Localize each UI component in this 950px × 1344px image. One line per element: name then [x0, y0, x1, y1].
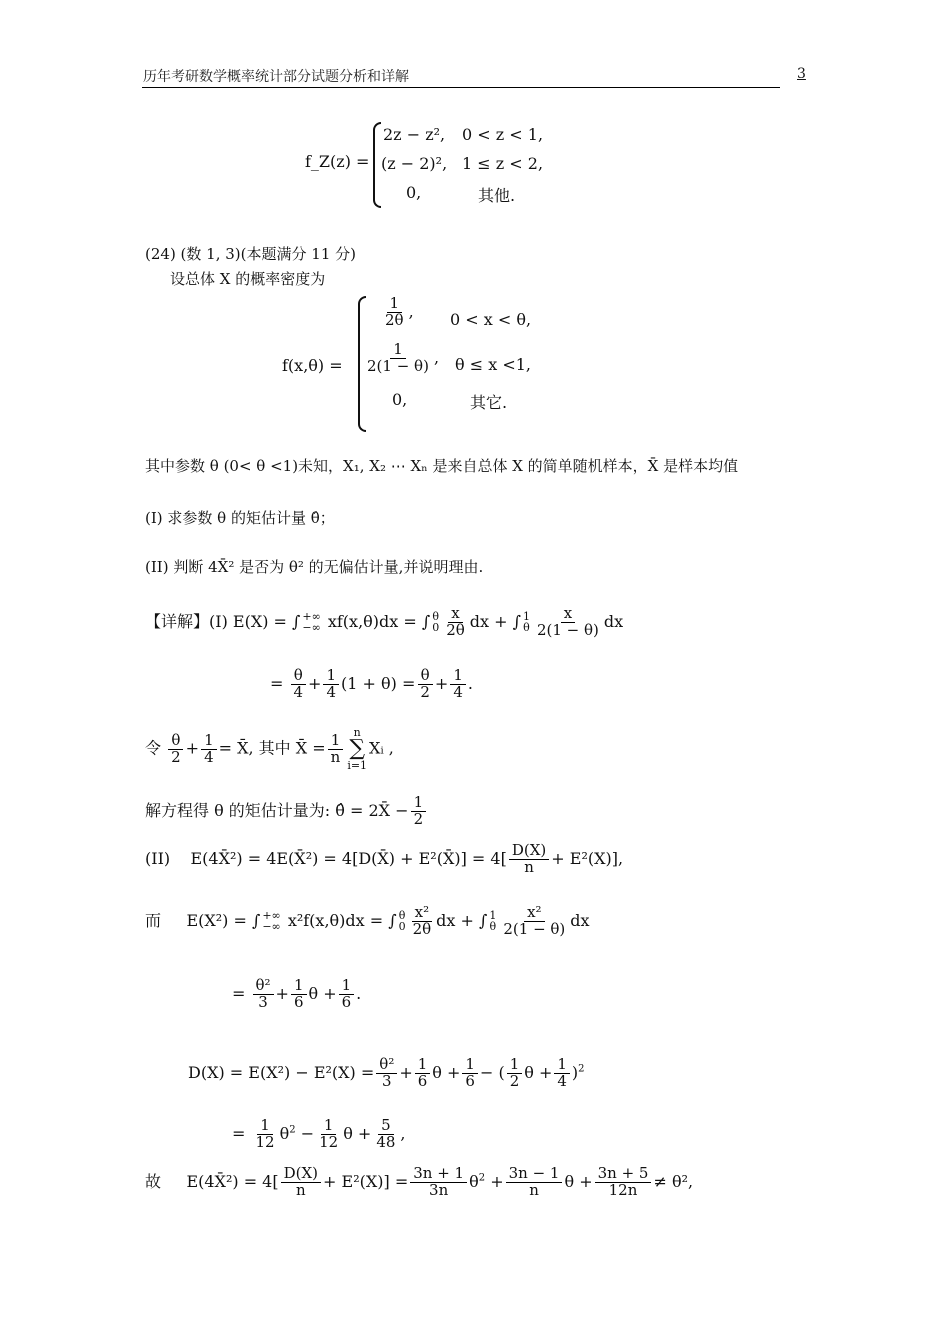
sol8-e-den: 4 — [557, 1071, 567, 1090]
sol8-b-den: 6 — [417, 1071, 428, 1090]
sol5-num: D(X) — [509, 843, 549, 860]
sol4-num: 1 — [411, 795, 427, 812]
sol5-label: (II) — [145, 848, 171, 868]
sol8-a-den: 3 — [382, 1071, 392, 1090]
sol7-a-num: θ² — [253, 978, 274, 995]
sol6-f1-den: 2θ — [412, 919, 432, 938]
sol1-f1-num: x — [448, 606, 462, 623]
sol1-lim2-lo: 0 — [432, 621, 440, 635]
sol3-sum-up: n — [353, 726, 361, 739]
sol10-lhs: E(4X̄²) = 4[ — [186, 1171, 279, 1191]
sol10-label: 故 — [145, 1171, 162, 1191]
sol10-a-num: D(X) — [281, 1166, 321, 1183]
fz-case2-expr: (z − 2)², — [381, 154, 448, 173]
sol6-f2-num: x² — [524, 905, 544, 922]
solution-line-2: = $\frac{\theta}{4}$ + $\frac{1}{4}$ (1 + θ) = $\frac{\theta}{2}$ + $\frac{1}{4}$ . — [270, 666, 473, 701]
sol1-mid: xf(x,θ)dx = ∫ — [322, 611, 431, 631]
sol10-a-den: n — [295, 1180, 306, 1199]
sol9-c-num: 5 — [378, 1118, 394, 1135]
density-c1-num: 1 — [387, 296, 403, 313]
sol6-lim3-up: 1 — [489, 909, 497, 923]
sol6-f2-den: 2(1 − θ) — [503, 919, 566, 938]
problem-heading: (24) (数 1, 3)(本题满分 11 分) — [145, 245, 356, 263]
sol10-tail: ≠ θ², — [653, 1171, 694, 1191]
density-case1-frac: $\frac{1}{2\theta}$ , — [380, 296, 414, 329]
sol3-a-den: 2 — [171, 747, 181, 766]
sol7-c-num: 1 — [339, 978, 355, 995]
sol2-mid: (1 + θ) = — [341, 673, 416, 693]
sol6-f1-num: x² — [412, 905, 432, 922]
question-2: (II) 判断 4X̄² 是否为 θ² 的无偏估计量,并说明理由. — [145, 558, 484, 576]
sol8-c-den: 6 — [465, 1071, 475, 1090]
sol5-den: n — [524, 857, 534, 876]
density-case3-cond: 其它. — [470, 393, 508, 412]
sol2-d-den: 4 — [453, 682, 463, 701]
running-header: 历年考研数学概率统计部分试题分析和详解 — [143, 69, 409, 85]
sol2-a-num: θ — [291, 668, 306, 685]
sol1-lim-up: +∞ — [302, 610, 321, 624]
solution-line-4 — [145, 795, 428, 828]
sol2-b-den: 4 — [326, 682, 336, 701]
sol10-b-den: 3n — [429, 1180, 449, 1199]
sol2-c-num: θ — [418, 668, 433, 685]
sol6-lim-lo: −∞ — [262, 920, 281, 934]
sol3-mid: = X̄, 其中 X̄ = — [218, 738, 326, 758]
sol1-f1-den: 2θ — [446, 620, 465, 639]
solution-line-9: = $\frac{1}{12}$ $\theta^2$ − $\frac{1}{12}$ θ + $\frac{5}{48}$ , — [232, 1116, 406, 1151]
sol8-a-num: θ² — [376, 1057, 397, 1074]
sol6-dx1: dx + ∫ — [436, 910, 488, 930]
sol9-a-num: 1 — [257, 1118, 273, 1135]
sol3-tail: Xᵢ , — [369, 738, 394, 758]
solution-line-8: D(X) = E(X²) − E²(X) = $\frac{\text{θ²}}{3}$ + $\frac{1}{6}$ θ + $\frac{1}{6}$ − ( $\frac{1}{2}$ θ + $\frac{1}{4}$ )$^2$ — [188, 1055, 585, 1090]
sol1-lim-lo: −∞ — [302, 621, 321, 635]
sol1-lim3-up: 1 — [522, 610, 530, 624]
solution-line-1 — [145, 606, 623, 639]
sol3-c-den: n — [330, 747, 341, 766]
sol6-lim3-lo: θ — [489, 920, 497, 934]
sol1-f2-num: x — [561, 606, 575, 623]
solution-line-3: 令 $\frac{\theta}{2}$ + $\frac{1}{4}$ = X̄, 其中 X̄ = $\frac{1}{n}$ n ∑ i=1 Xᵢ , — [145, 726, 394, 772]
sol5-expr: E(4X̄²) = 4E(X̄²) = 4[D(X̄) + E²(X̄)] = 4[ — [190, 848, 507, 868]
sol10-c-den: n — [529, 1180, 539, 1199]
sol1-dx1: dx + ∫ — [469, 611, 521, 631]
sol6-label: 而 — [145, 910, 162, 930]
density-c1-den: 2θ — [385, 310, 404, 329]
sol6-lim-up: +∞ — [262, 909, 281, 923]
fz-case2-cond: 1 ≤ z < 2, — [462, 154, 544, 173]
solution-label: 【详解】(I) — [145, 611, 228, 631]
sol10-mid: + E²(X)] = — [323, 1171, 409, 1191]
sol2-d-num: 1 — [450, 668, 466, 685]
sol6-mid: x²f(x,θ)dx = ∫ — [282, 910, 397, 930]
sol6-lim2-lo: 0 — [398, 920, 406, 934]
sol8-d-num: 1 — [507, 1057, 523, 1074]
fz-case1-expr: 2z − z², — [383, 125, 446, 144]
sol3-sum-lo: i=1 — [347, 759, 368, 772]
fz-case1-cond: 0 < z < 1, — [462, 125, 544, 144]
sol6-lhs: E(X²) = ∫ — [186, 910, 261, 930]
sol5-tail: + E²(X)], — [551, 848, 624, 868]
sol1-f2-den: 2(1 − θ) — [536, 620, 599, 639]
sol4-text: 解方程得 θ 的矩估计量为: θ̂ = 2X̄ − — [145, 800, 409, 820]
solution-line-7: = $\frac{\text{θ²}}{3}$ + $\frac{1}{6}$ θ + $\frac{1}{6}$ . — [232, 976, 362, 1011]
sol9-a-den: 12 — [255, 1132, 275, 1151]
sol8-c-num: 1 — [462, 1057, 478, 1074]
sol7-c-den: 6 — [341, 992, 352, 1011]
sol7-b-num: 1 — [291, 978, 307, 995]
density-case2-frac: $\frac{1}{2(1 - \theta)}$ , — [362, 342, 439, 375]
fz-case3-expr: 0, — [406, 183, 422, 202]
sol10-c-num: 3n − 1 — [506, 1166, 563, 1183]
sol3-prefix: 令 — [145, 738, 162, 758]
sol10-d-num: 3n + 5 — [595, 1166, 652, 1183]
sol4-den: 2 — [413, 809, 424, 828]
sol9-b-num: 1 — [321, 1118, 337, 1135]
solution-line-5 — [145, 843, 623, 876]
sol3-a-num: θ — [168, 733, 183, 750]
sol9-b-den: 12 — [319, 1132, 339, 1151]
sol9-c-den: 48 — [376, 1132, 396, 1151]
problem-intro: 设总体 X 的概率密度为 — [170, 270, 326, 288]
fz-lhs: f_Z(z) = — [305, 152, 370, 171]
solution-line-10: 故 E(4X̄²) = 4[ $\frac{D(X)}{n}$ + E²(X)] = $\frac{3n + 1}{3n}$ $\theta^2$ + $\frac{3n - 1}{n}$ θ + $\frac{3n + 5}{12n}$ ≠ θ², — [145, 1164, 694, 1199]
sol8-lhs: D(X) = E(X²) − E²(X) = — [188, 1062, 375, 1082]
page-number: 3 — [797, 66, 806, 82]
sol6-dx2: dx — [570, 910, 590, 930]
sol8-b-num: 1 — [415, 1057, 431, 1074]
sol1-lim3-lo: θ — [523, 621, 530, 635]
density-c2-num: 1 — [390, 342, 406, 359]
solution-line-6 — [145, 905, 590, 938]
sol2-b-num: 1 — [323, 668, 339, 685]
question-1: (I) 求参数 θ 的矩估计量 θ̂； — [145, 509, 335, 527]
sol6-lim2-up: θ — [398, 909, 406, 923]
problem-given: 其中参数 θ (0< θ <1)未知，X₁, X₂ ⋯ Xₙ 是来自总体 X 的简单随机样本，X̄ 是样本均值 — [145, 457, 739, 475]
sol1-lim2-up: θ — [432, 610, 440, 624]
sol10-d-den: 12n — [608, 1180, 638, 1199]
sol2-plus: + — [308, 673, 322, 693]
density-lhs: f(x,θ) = — [282, 356, 343, 375]
header-rule — [142, 87, 780, 88]
sol7-b-den: 6 — [293, 992, 304, 1011]
sol10-b-num: 3n + 1 — [410, 1166, 467, 1183]
sol3-b-num: 1 — [201, 733, 217, 750]
density-c2-den: 2(1 − θ) — [367, 356, 429, 375]
sol8-e-num: 1 — [554, 1057, 570, 1074]
density-case1-cond: 0 < x < θ, — [450, 310, 532, 329]
sol3-b-den: 4 — [204, 747, 214, 766]
sol8-d-den: 2 — [509, 1071, 520, 1090]
sol2-c-den: 2 — [420, 682, 430, 701]
sol7-a-den: 3 — [258, 992, 268, 1011]
fz-brace — [373, 122, 381, 208]
density-case2-cond: θ ≤ x <1, — [455, 355, 531, 374]
fz-case3-cond: 其他. — [478, 186, 516, 205]
sol2-a-den: 4 — [293, 682, 304, 701]
density-case3-expr: 0, — [392, 390, 408, 409]
sol1-dx2: dx — [603, 611, 624, 631]
sol3-c-num: 1 — [328, 733, 344, 750]
sol1-lhs: E(X) = ∫ — [232, 611, 301, 631]
